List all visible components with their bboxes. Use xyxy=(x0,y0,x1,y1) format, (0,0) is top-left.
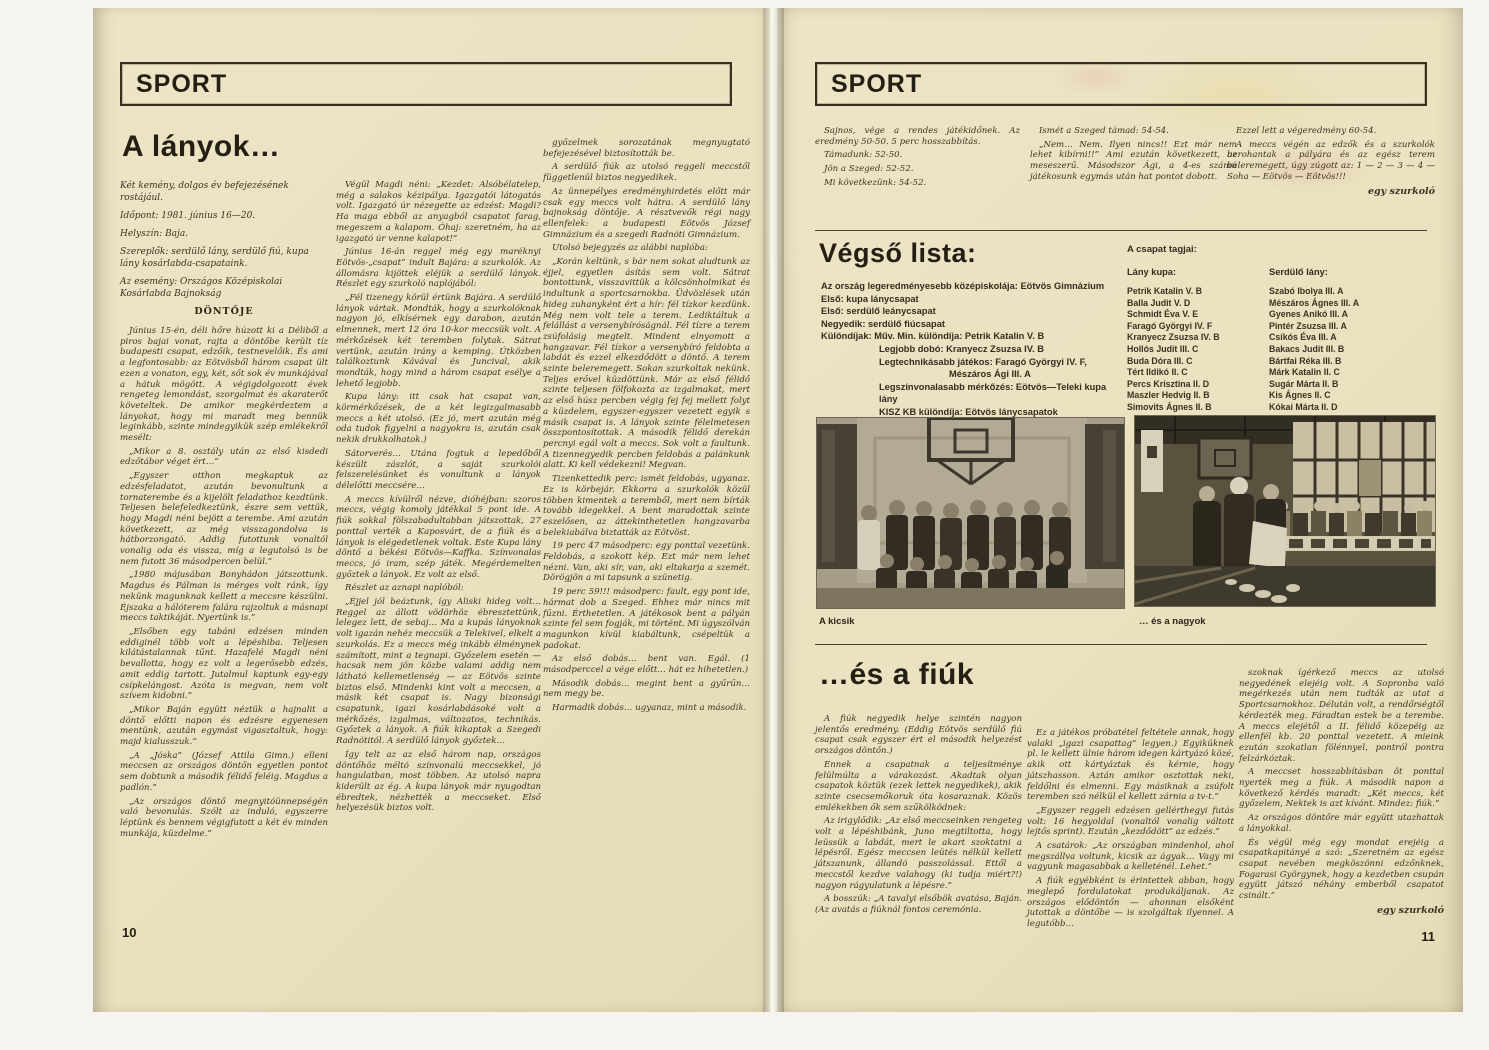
paragraph: Így telt az az első három nap, országos döntőhöz méltó színvonalú meccsekkel, jó hangulatban, most többen. Az utolsó napra kiderült az ég. A kupa lányok már nyugodtan ébredtek, nézhették a meccseket. Első helyezésük biztos volt. xyxy=(336,749,541,814)
paragraph: Az országos döntőre már együtt utazhattak a lányokkal. xyxy=(1239,813,1444,834)
paragraph: „1980 májusában Bonyhádon játszottunk. Magdus és Pálman is mérges volt ránk, így nekünk magunknak kellett a meccsre készülni. Éjszaka a hálóterem falára rajzoltuk a másnapi meccs taktikáját. Nyertünk is.” xyxy=(120,570,328,624)
paragraph: szoknak ígérkező meccs az utolsó negyedének elejéig volt. A Sopronba való megérkezés után nem tudták az utat a Sportcsarnokhoz. Délután volt, a rendőrségtől kérdezték meg. Fáradtan estek be a terembe. A meccs elejétől a II. félidő közepéig az ellenfél kb. 20 ponttal vezetett. A mieink ezután szokatlan fölénnyel, pontról pontra felzárkóztak. xyxy=(1239,668,1444,764)
paragraph: A meccset hosszabbításban öt ponttal nyerték meg a fiúk. A második napon a következő kérdés maradt: „Két meccs, két győzelem, Nektek is azt kívánt. Mindez: fiúk.” xyxy=(1239,767,1444,810)
photo-caption-small: A kicsik xyxy=(819,616,855,627)
divider-rule xyxy=(815,230,1427,231)
player-name: Csíkós Éva III. A xyxy=(1269,332,1337,343)
paragraph: „Korán keltünk, s bár nem sokat aludtunk az éjjel, egyetlen ásítás sem volt. Sátrat bontottunk, visszavittük a kölcsönholmikat és indultunk a sportcsarnokba. Üdvözlések után hideg zuhanyként ért a hír: fél tízkor kezdünk. Még nem volt tele a terem. Lediktáltuk a felállást a versenybíróságnál. Fél tízre a terem zsúfolásig megtelt. Mindent elnyomott a hangzavar. Fél tízkor a versenybíró feldobta a labdát és ezzel elkezdődött a döntő. A terem szinte beleremegett. Sokan szurkoltak nekünk. Teljes erővel küzdöttünk. Már az első félidő szinte teljesen fölfokozta az izgalmakat, mert az első húsz percben végig fej fej mellett folyt a küzdelem, egyszer-egyszer vezetett egyik s másik csapat is. A lányok szinte félelmetesen összpontosítottak. A második félidő derekán percnyi egál volt a meccs. Sok volt a faultunk. A tizennegyedik percben feldobás a palánkunk alatt. Ki kell védekezni! Megvan. xyxy=(543,257,750,471)
paragraph: „Egyszer reggeli edzésen gellérthegyi futás volt: 16 hegyoldal (vonaltól vonalig váltott lejtős sprint). Ezután „kezdődött” az edzés.” xyxy=(1027,805,1234,838)
fiuk-column-1 xyxy=(815,714,1022,919)
player-name: Szabó Ibolya III. A xyxy=(1269,286,1344,296)
magazine-page-left xyxy=(93,8,770,1012)
player-name: Bakacs Judit III. B xyxy=(1269,343,1345,354)
body-text xyxy=(1030,126,1237,183)
player-name: Gyenes Anikó III. A xyxy=(1269,309,1349,320)
paragraph: Ennek a csapatnak a teljesítménye felülmúlta a várakozást. Akadtak olyan csapatok köztük (ezek lettek negyedikek), akik szinte csecsemőkoruk óta kosaraznak. Közös emlékekben ők sem szűkölködnek: xyxy=(815,759,1022,813)
final-list-line: Negyedik: serdülő fiúcsapat xyxy=(821,318,945,329)
intro-line: Az esemény: Országos Középiskolai Kosárlabda Bajnokság xyxy=(120,277,283,299)
player-name: Sugár Márta II. B xyxy=(1269,378,1339,389)
serdulo-names xyxy=(1269,286,1419,425)
section-header-label: SPORT xyxy=(136,69,228,98)
paragraph: győzelmek sorozatának megnyugtató befejezésével biztosították be. xyxy=(543,138,750,159)
left-column-3 xyxy=(543,138,750,717)
final-list-line: Legtechnikásabb játékos: Faragó Györgyi IV. F, xyxy=(879,356,1087,367)
paragraph: A fiúk negyedik helye szintén nagyon jelentős eredmény. (Eddig Eötvös serdülő fiú csapat csak egyszer ért el második helyezést országos döntőn.) xyxy=(815,714,1022,757)
player-name: Schmidt Éva V. E xyxy=(1127,309,1199,320)
vegso-lista-title: Végső lista: xyxy=(819,238,977,268)
paragraph: Június 16-án reggel még egy maréknyi Eötvös-„csapat” indult Bajára: a szurkolók. Az állomásra kijöttek eléjük a serdülő lányok. Részlet egy szurkoló naplójából: xyxy=(336,247,541,290)
team-members-block xyxy=(1127,244,1437,425)
paragraph: És végül még egy mondat erejéig a csapatkapitányé a szó: „Szeretném az egész csapat nevében megköszönni edzőnknek, Fogarasi Györgynek, hogy a kezdetben csupán együtt játszó néhány emberből csapatot csinált.” xyxy=(1239,837,1444,902)
paragraph: Az ünnepélyes eredményhirdetés előtt már csak egy meccs volt hátra. A serdülő lány bajnokság döntője. A résztvevők régi nagy ellenfelek: a budapesti Eötvös József Gimnázium és a szegedi Radnóti Gimnázium. xyxy=(543,186,750,240)
paragraph: Ez a játékos próbatétel feltétele annak, hogy valaki „igazi csapattag” legyen.) Egyiküknek pl. le kellett ülnie három idegen kártyázó közé, akik ott kártyáztak és kérnie, hogy játszhasson. Aztán amikor osztottak neki, feldőlni és elmenni. Egy másiknak a zsúfolt teremben szó nélkül el kellett zárnia a tv-t.” xyxy=(1027,728,1234,803)
player-name: Pintér Zsuzsa III. A xyxy=(1269,320,1347,331)
team-serdulo-header: Serdülő lány: xyxy=(1269,267,1328,277)
player-name: Balla Judit V. D xyxy=(1127,297,1191,308)
right-top-column-2 xyxy=(1030,126,1237,186)
paragraph: A serdülő fiúk az utolsó reggeli meccstől függetlenül biztos negyedikek. xyxy=(543,162,750,184)
player-name: Kis Ágnes II. C xyxy=(1269,390,1331,401)
body-text xyxy=(1227,126,1435,183)
paragraph: Jön a Szeged: 52-52. xyxy=(824,164,914,175)
fiuk-column-3 xyxy=(1239,668,1444,917)
right-top-column-1 xyxy=(815,126,1020,192)
player-name: Faragó Györgyi IV. F xyxy=(1127,320,1213,331)
body-text xyxy=(120,326,328,839)
signature-bottom: egy szurkoló xyxy=(1376,904,1444,916)
section-header-box xyxy=(120,62,732,106)
team-photo-large xyxy=(1135,416,1435,606)
team-column-serdulo xyxy=(1269,266,1419,425)
intro-block xyxy=(120,180,328,300)
paragraph: Sajnos, vége a rendes játékidőnek. Az eredmény 50-50. 5 perc hosszabbítás. xyxy=(815,126,1020,147)
section-header-box xyxy=(815,62,1427,106)
intro-line: Szereplők: serdülő lány, serdülő fiú, kupa lány kosárlabda-csapataink. xyxy=(120,247,309,269)
article-title-lanyok: A lányok… xyxy=(122,130,281,163)
paragraph: 19 perc 47 másodperc: egy ponttal vezetünk. Feldobás, a szokott kép. Ezt már nem lehet nézni. Van, aki sír, van, aki eltakarja a szemét. Dörögjön a mi tapsunk a szünetig. xyxy=(543,541,750,584)
paragraph: „Az országos döntő megnyitóünnepségén való bevonulás. Szólt az induló, egyszerre léptünk és bennem végigfutott a két év minden munkája, küzdelme.” xyxy=(120,796,328,839)
team-photo-large-graphic xyxy=(1135,416,1435,606)
paragraph: A bosszúk: „A tavalyi elsőbök avatása, Baján. (Az avatás a fiúknál fontos ceremónia. xyxy=(815,894,1022,915)
paragraph: 19 perc 59!!! másodperc: fault, egy pont ide, hármat dob a Szeged. Ehhez már nincs mit fűzni. Érthetetlen. A játékosok bent a pályán szinte fel sem fogják, mi történt. Mi úgyszólván magunkon kívül kiabáltunk, csépeltük a padokat. xyxy=(543,587,750,651)
paragraph: „Éjjel jól beáztunk, így Aliski hideg volt… Reggel az állott vödörhöz ébresztettünk, lelegez lett, de sebaj… Ma a kupás lányoknak volt igazán nehéz meccsük a Telekivel, elkelt a szurkolás. Ez a meccs még inkább élménynek számított, mint a tegnapi. Győzelem esetén — hacsak nem jön közbe valami addig nem látható kellemetlenség — az Eötvös szinte biztos első. Mindenki kint volt a meccsen, a másik két csapat is. Nagy bizonsági csapatunk, igazi kosárlabdásoké volt a mérkőzés, izgalmas, változatos, technikás. Győztek a lányok. A fiúk kikaptak a Szegedi Radnótitól. A serdülő lányok győztek… xyxy=(336,597,541,747)
paragraph: A fiúk egyébként is érintettek abban, hogy meglepő fordulatokat produkáljanak. Az országos elődöntőn — ahonnan elsőként jutottak a döntőbe — is szolgáltak ilyennel. A legutóbb… xyxy=(1027,876,1234,929)
body-text xyxy=(1027,728,1234,930)
player-name: Bártfai Réka III. B xyxy=(1269,355,1342,366)
paragraph: Június 15-én, déli hőre húzott ki a Déliből a piros bajai vonat, rajta a döntőbe került tíz budapesti csapat, edzőik, testnevelőik. És ami a legfontosabb: az Eötvösből három csapat ült ezen a vonaton, egy, két, sőt sok év munkájával a hátuk mögött. A végigdolgozott évek rengeteg lemondást, szorgalmat és akaraterőt követeltek. De amikor megkérdeztem a lányokat, hogy mi maradt meg bennük leginkább, szinte mindegyikük szép emlékekről mesélt: xyxy=(120,326,328,444)
body-text xyxy=(543,138,750,714)
team-kupa-header: Lány kupa: xyxy=(1127,267,1177,277)
left-column-1 xyxy=(120,180,328,842)
player-name: Petrik Katalin V. B xyxy=(1127,286,1202,296)
paragraph: Utolsó bejegyzés az alábbi naplóba: xyxy=(552,243,708,254)
player-name: Buda Dóra III. C xyxy=(1127,355,1193,366)
paragraph: Részlet az aznapi naplóból: xyxy=(345,583,464,594)
section-header-label: SPORT xyxy=(831,69,923,98)
photo-caption-large: … és a nagyok xyxy=(1139,616,1206,627)
intro-line: Helyszín: Baja. xyxy=(120,229,189,239)
final-list-line: Az ország legeredményesebb középiskolája: Eötvös Gimnázium xyxy=(821,281,1105,291)
fiuk-column-2 xyxy=(1027,728,1234,933)
paragraph: Ismét a Szeged támad: 54-54. xyxy=(1039,126,1169,136)
player-name: Percs Krisztina II. D xyxy=(1127,378,1210,389)
player-name: Tért Ildikó II. C xyxy=(1127,367,1188,378)
team-photo-small-graphic xyxy=(817,418,1124,608)
right-top-column-3 xyxy=(1227,126,1435,198)
paragraph: Az irigylődik: „Az első meccseinken rengeteg volt a lépéshibánk, Juno megtiltotta, hogy leüssük a labdát, mert le akart szoktatni a lépésről. Egész meccsen leütés nélkül kellett játszanunk, állandó passzolással. Ettől a meccstől kezdve valahogy (ki tudja miért?!) nagyon rágyulatunk a lépésre.” xyxy=(815,816,1022,891)
player-name: Mészáros Ágnes III. A xyxy=(1269,297,1360,308)
paragraph: „A „Jóska” (József Attila Gimn.) elleni meccsen az országos döntőn egyetlen pontot sem dobtunk a második félidő feléig. Magdus a padlón.” xyxy=(120,750,328,793)
paragraph: A csatárok: „Az országban mindenhol, ahol megszállva voltunk, kicsik az ágyak… Vagy mi vagyunk magasabbak a kelleténél. Lehet.” xyxy=(1027,841,1234,873)
paragraph: Tizenkettedik perc: ismét feldobás, ugyanaz. Ez is körbejár. Ekkorra a szurkolók közül többen kimentek a teremből, mert nem bírták tovább idegekkel. A bent maradottak szinte eszelősen, az áttekinthetetlen hangzavarba belekiabálva biztatták az Eötvöst. xyxy=(543,474,750,538)
final-list-line: Első: kupa lánycsapat xyxy=(821,293,919,304)
final-list-line: Első: serdülő leánycsapat xyxy=(821,306,936,317)
body-text xyxy=(815,714,1022,916)
final-list-line: Legjobb dobó: Kranyecz Zsuzsa IV. B xyxy=(879,343,1044,354)
paragraph: „Elsőben egy tabáni edzésen minden eddiginél több volt a lépéshiba. Teljesen kilátástalannak tűnt. Hazafelé Magdi néni bevallotta, hogy ez volt a legerősebb edzés, amit eddig tartott. Jutalmul kaptunk egy-egy csípkelángost. Azóta is megvan, nem volt szívem kidobni.” xyxy=(120,626,328,702)
signature-top: egy szurkoló xyxy=(1367,185,1435,197)
page-number-right: 11 xyxy=(1421,929,1435,944)
paragraph: Mi következünk: 54-52. xyxy=(824,177,927,188)
body-text xyxy=(1239,668,1444,902)
final-list-line: Legszínvonalasabb mérkőzés: Eötvös—Teleki kupa lány xyxy=(879,381,1107,405)
paragraph: „Mikor Baján együtt néztük a hajnalit a döntő előtti napon és edzésre egyenesen mentünk, azután egymást vigasztaltuk, hogy: majd kialusszuk.” xyxy=(120,704,328,748)
magazine-page-right xyxy=(777,8,1463,1012)
team-photo-small xyxy=(817,418,1124,608)
final-list-line: KISZ KB különdíja: Eötvös lánycsapatok xyxy=(879,406,1058,417)
divider-rule xyxy=(815,644,1427,645)
paragraph: Harmadik dobás… ugyanaz, mint a második. xyxy=(552,703,747,714)
team-column-kupa xyxy=(1127,266,1269,425)
paragraph: „Fél tizenegy körül értünk Bajára. A serdülő lányok vártak. Mondták, hogy a szurkolóknak nagyon jó, elkísérnek egy darabon, azután elmennek, mert 12 óra 10-kor meccsük volt. A mérkőzések két teremben folytak. Sátrat vertünk, azután irány a kemping. Útközben találkoztunk Kávával és Juncival, akik mondták, hogy mind a három csapat esélye a lehető legjobb. xyxy=(336,293,541,389)
page-gutter xyxy=(763,8,784,1012)
player-name: Kókai Márta II. D xyxy=(1269,401,1338,412)
intro-line: Időpont: 1981. június 16—20. xyxy=(120,211,256,221)
final-list-line: Különdíjak: Műv. Min. különdíja: Petrik Katalin V. B xyxy=(821,331,1045,342)
body-text xyxy=(336,180,541,814)
player-name: Márk Katalin II. C xyxy=(1269,367,1340,378)
player-name: Maszler Hedvig II. B xyxy=(1127,390,1210,401)
paragraph: A meccs kívülről nézve, dióhéjban: szoros meccs, végig komoly játékkal 5 pont ide. A fiúk sokkal fölszabadultabban játszottak, 27 ponttal verték a Kaposvárt, de a fiúk és a lányok is elégedetlenek voltak. Este Kupa lány döntő a békési Eötvös—Kaffka. Színvonalas meccs, jó iram, szép játék. Megérdemelten győztek a lányok. Ez volt az első. xyxy=(336,494,541,580)
paragraph: „Mikor a 8. osztály után az első kisdedi edzőtábor véget ért…” xyxy=(120,446,328,468)
body-text xyxy=(815,126,1020,189)
paragraph: A meccs végén az edzők és a szurkolók berohantak a pályára és az egész terem beleremegett, úgy zúgott az: 1 — 2 — 3 — 4 — Soha — Eötvös — Eötvös!!! xyxy=(1227,139,1435,182)
left-column-2 xyxy=(336,180,541,817)
player-name: Hollós Judit III. C xyxy=(1127,343,1199,354)
paragraph: Támadunk: 52-50. xyxy=(824,150,903,161)
kupa-names xyxy=(1127,286,1269,414)
paragraph: Ezzel lett a végeredmény 60-54. xyxy=(1236,126,1377,136)
page-number-left: 10 xyxy=(122,925,137,940)
player-name: Kranyecz Zsuzsa IV. B xyxy=(1127,332,1220,343)
player-name: Simovits Ágnes II. B xyxy=(1127,401,1212,412)
dontoje-label: DÖNTŐJE xyxy=(194,306,254,317)
final-list-line: Mészáros Ági III. A xyxy=(949,369,1031,380)
paragraph: Sátorverés… Utána fogtuk a lepedőből készült zászlót, a saját szurkolói felszerelésünket és vonultunk a lányok délelőtti meccsére… xyxy=(336,448,541,491)
paragraph: Az első dobás… bent van. Egál. (1 másodperccel a vége előtt… hát ez hihetetlen.) xyxy=(543,654,750,676)
paragraph: „Nem… Nem. Ilyen nincs!! Ezt már nem lehet kibírni!!” Ami ezután következett, az meseszerű. Másodszor Ági, a 4-es számú játékosunk egymás után hat pontot dobott. xyxy=(1030,139,1237,182)
paragraph: Második dobás… megint bent a gyűrűn… nem megy be. xyxy=(543,678,750,700)
paragraph: Kupa lány: itt csak hat csapat van, körmérkőzések, de a két legizgalmasabb meccs a két utolsó. (Ez jó, mert azután még oda tudok figyelni a nagyokra is, azután csak nekik drukkolhatok.) xyxy=(336,392,541,446)
team-title: A csapat tagjai: xyxy=(1127,244,1197,255)
intro-line: Két kemény, dolgos év befejezésének rostájául. xyxy=(120,181,289,203)
article-title-fiuk: …és a fiúk xyxy=(819,658,975,691)
paragraph: „Egyszer otthon megkaptuk az edzésfeladatot, azután bevonultunk a tornaterembe és a kijelölt feladathoz kezdtünk. Teljesen belefeledkeztünk, észre sem vettük, hogy Magdi néni bejött a terembe. Ami azután következett, az még visszagondolva is hátborzongató. Addig futottunk vonaltól vonalig oda és vissza, míg a legutolsó is be nem futott 36 másodpercen belül.” xyxy=(120,471,328,567)
paragraph: Végül Magdi néni: „Kezdet: Alsóbélatelep, még a salakos kézipálya. Igazgatói látogatás volt. Igazgató úr nézegette az edzést: Magdi? Ha maga ebből az anyagból csapatot farag, megeszem a kalapom. Óhaj: szeretném, ha az igazgató úr venne kalapot!” xyxy=(336,180,541,244)
